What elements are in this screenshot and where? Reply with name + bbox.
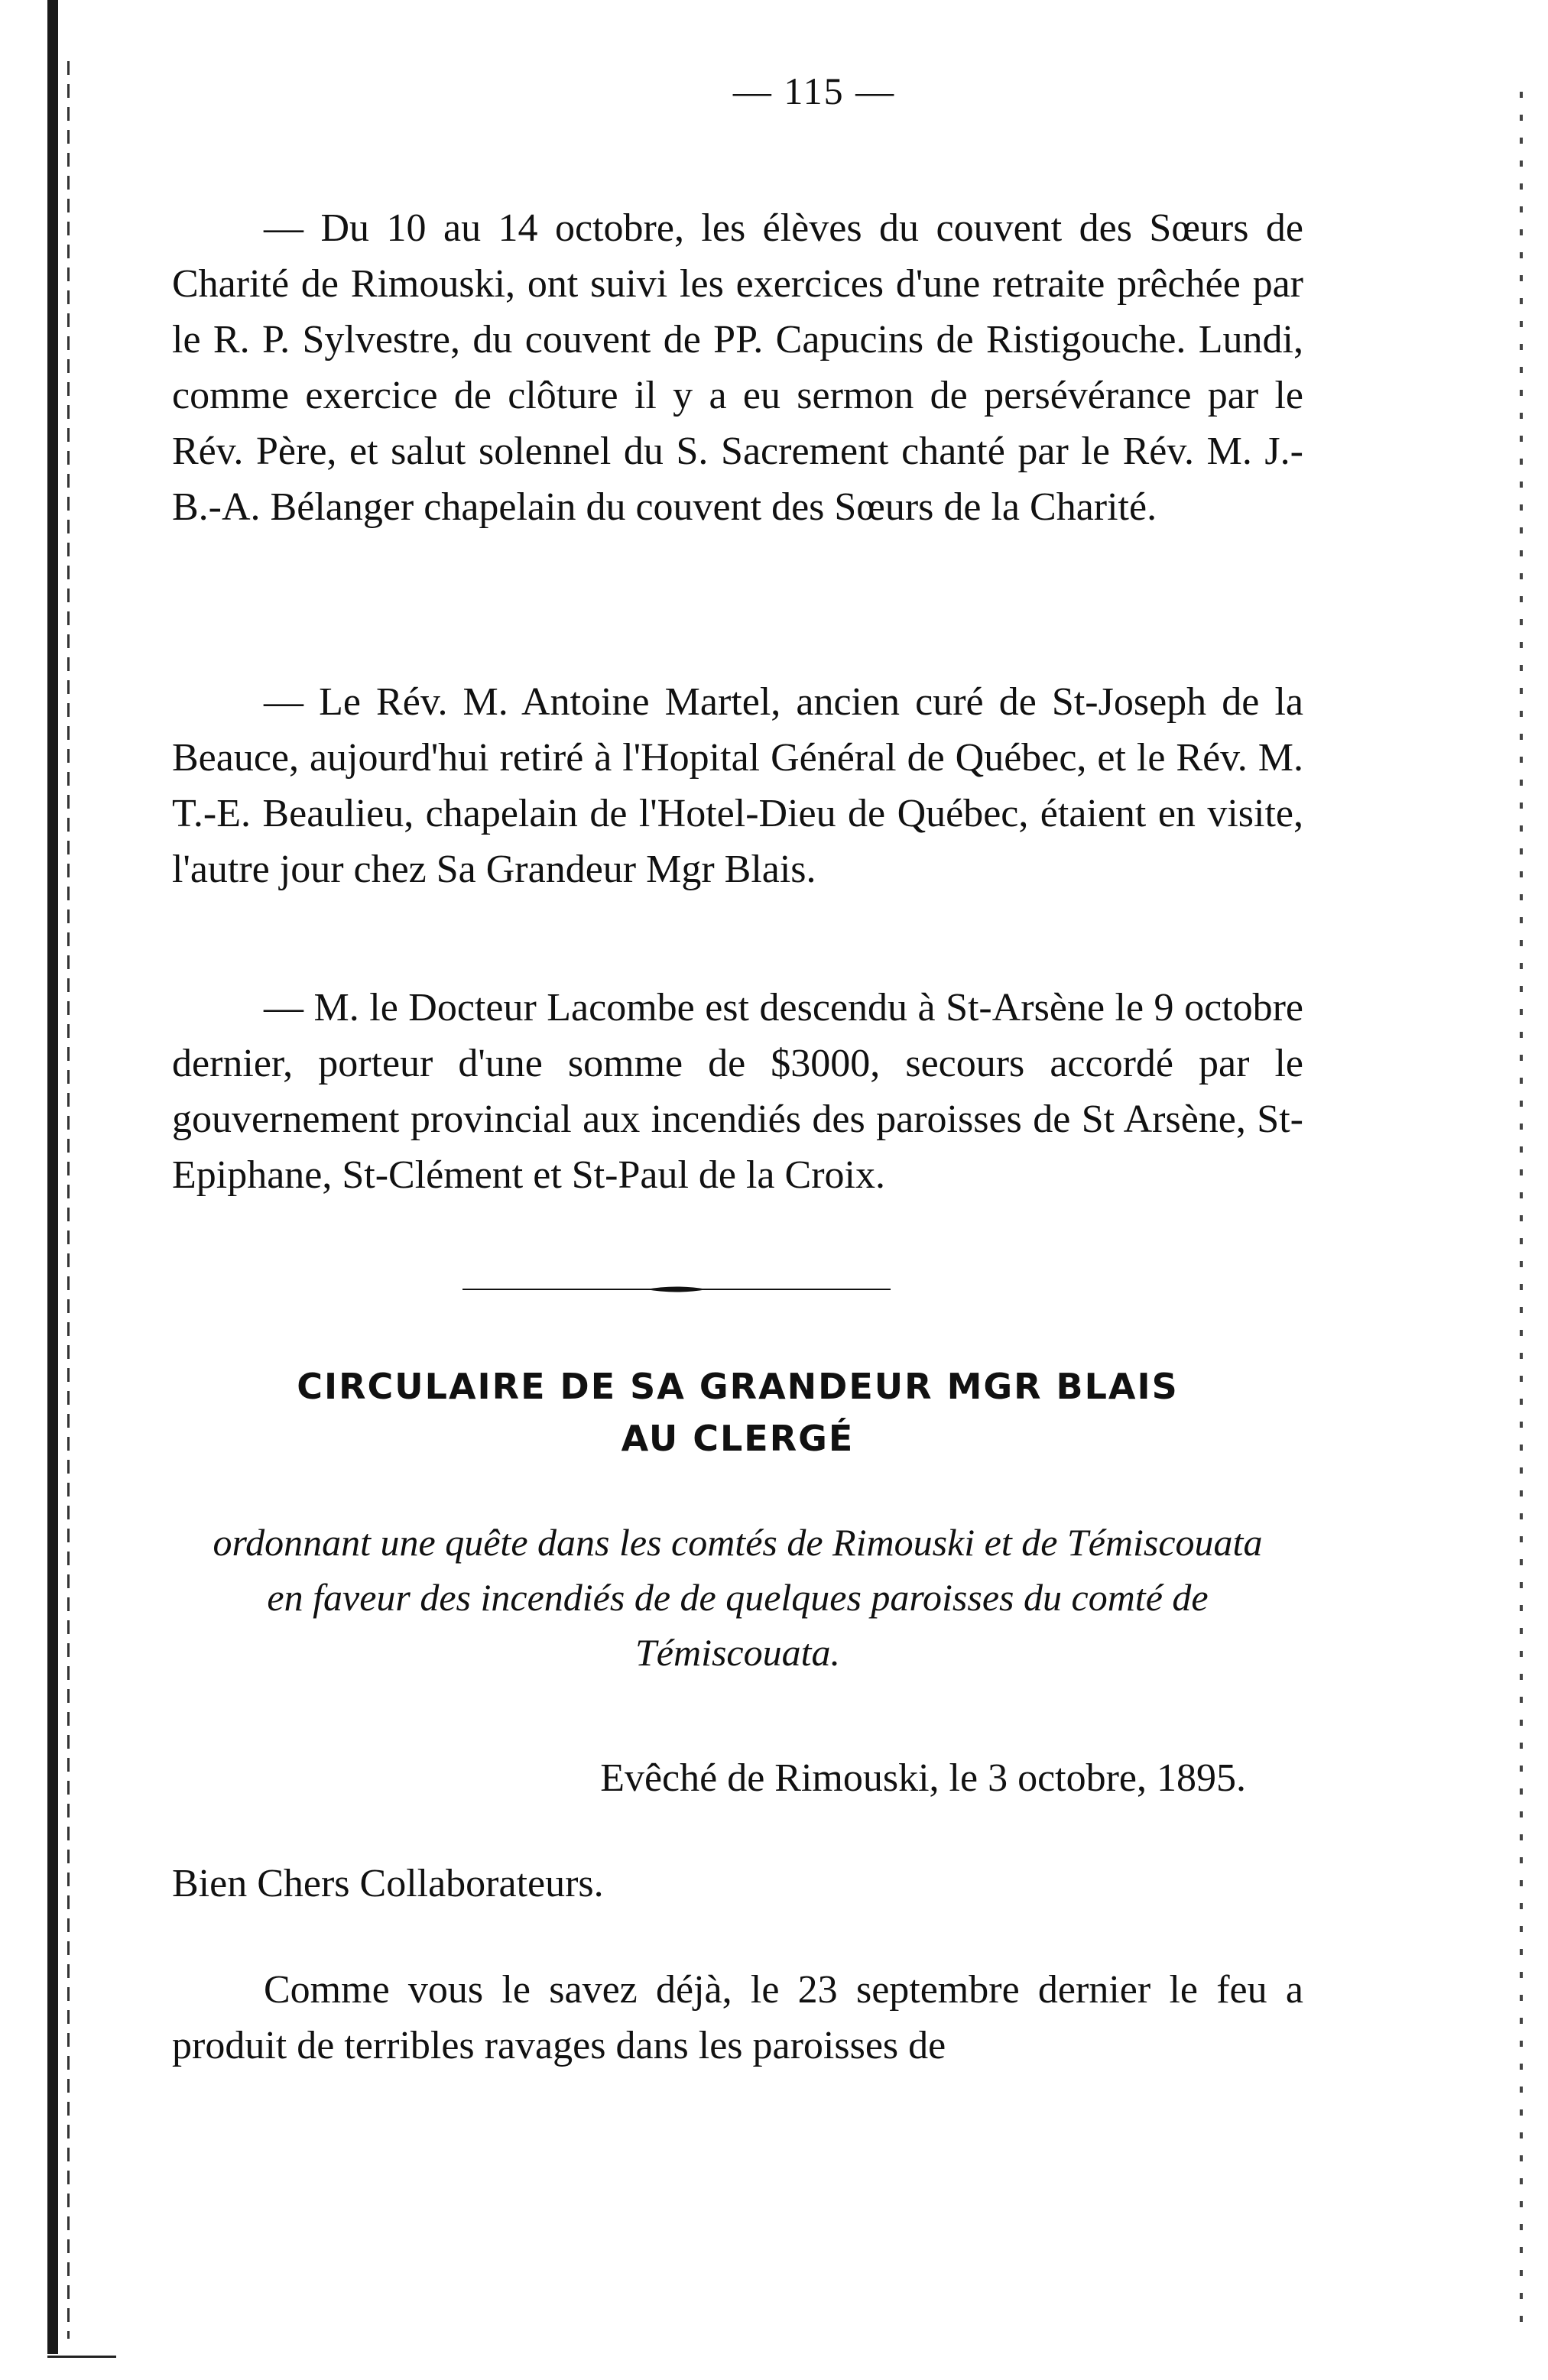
circular-subtitle: ordonnant une quête dans les comtés de Rimouski et de Témiscouata en faveur des incendiés de de quelques paroisses du comté de Témiscouata. — [213, 1521, 1263, 1674]
news-paragraph-relief: — M. le Docteur Lacombe est descendu à St-Arsène le 9 octobre dernier, porteur d'une somme de $3000, secours accordé par le gouvernement provincial aux incendiés des paroisses de St Arsène, St-Epiphane, St-Clément et St-Paul de la Croix. — [172, 986, 1303, 1197]
section-separator-rule — [462, 1284, 891, 1295]
circular-title-recipient: AU CLERGÉ — [621, 1418, 855, 1459]
scan-border-right — [1520, 92, 1523, 2339]
circular-body: Comme vous le savez déjà, le 23 septembre dernier le feu a produit de terribles ravages dans les paroisses de — [172, 1968, 1303, 2067]
news-paragraph-retreat: — Du 10 au 14 octobre, les élèves du couvent des Sœurs de Charité de Rimouski, ont suivi les exercices d'une retraite prêchée par le R. P. Sylvestre, du couvent de PP. Capucins de Ristigouche. Lundi, comme exercice de clôture il y a eu sermon de persévérance par le Rév. Père, et salut solennel du S. Sacrement chanté par le Rév. M. J.-B.-A. Bélanger chapelain du couvent des Sœurs de la Charité. — [172, 206, 1303, 529]
circular-heading — [172, 1360, 1303, 1464]
scan-border-left-inner — [67, 61, 70, 2339]
page-number: — 115 — — [732, 70, 896, 112]
circular-salutation: Bien Chers Collaborateurs. — [172, 1862, 604, 1905]
circular-dateline: Evêché de Rimouski, le 3 octobre, 1895. — [600, 1756, 1246, 1800]
scan-border-bottom — [47, 2356, 116, 2358]
news-paragraph-visit: — Le Rév. M. Antoine Martel, ancien curé de St-Joseph de la Beauce, aujourd'hui retiré à l'Hopital Général de Québec, et le Rév. M. T.-E. Beaulieu, chapelain de l'Hotel-Dieu de Québec, étaient en visite, l'autre jour chez Sa Grandeur Mgr Blais. — [172, 680, 1303, 891]
circular-title: CIRCULAIRE DE SA GRANDEUR MGR BLAIS — [297, 1366, 1179, 1407]
scan-border-left — [47, 0, 58, 2354]
